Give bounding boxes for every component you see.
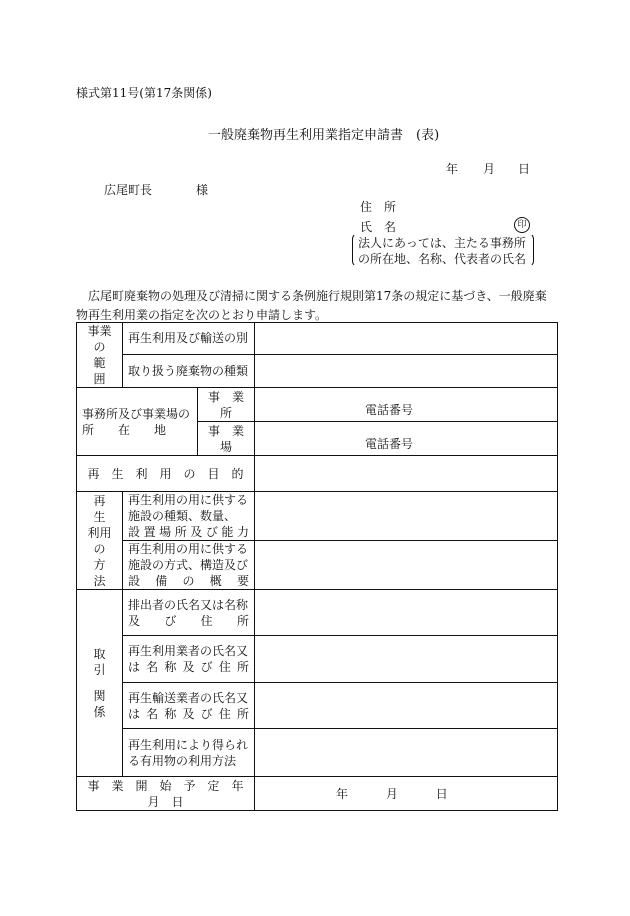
trade-row4-label: 再生利用により得られ る有用物の利用方法 [123, 729, 255, 777]
corporate-note-line2: の所在地、名称、代表者の氏名 [358, 252, 527, 266]
trade-row2-value[interactable] [255, 636, 558, 683]
seal-icon: 印 [514, 217, 530, 233]
application-paragraph: 広尾町廃棄物の処理及び清掃に関する条例施行規則第17条の規定に基づき、一般廃棄物再生利用業の指定を次のとおり申請します。 [76, 289, 547, 322]
office-row2-label: 事 業 場 [198, 422, 255, 456]
office-row2-value[interactable] [255, 422, 558, 456]
method-row2-label: 再生利用の用に供する 施設の方式、構造及び 設 備 の 概 要 [123, 541, 255, 590]
phone-label: 電話番号 [365, 402, 414, 417]
date-month-label: 月 [483, 162, 496, 176]
office-row1-value[interactable] [255, 388, 558, 422]
trade-row4-value[interactable] [255, 729, 558, 777]
method-row1-value[interactable] [255, 492, 558, 541]
trade-row1-label: 排出者の氏名又は名称 及 び 住 所 [123, 590, 255, 636]
address-label: 住 所 [360, 200, 397, 214]
office-header: 事務所及び事業場の 所 在 地 [77, 388, 198, 456]
method-row2-value[interactable] [255, 541, 558, 590]
application-table [76, 322, 558, 811]
method-header: 再 生 利用の 方 法 [77, 492, 123, 590]
date-day-label: 日 [518, 162, 531, 176]
scope-header: 事業の 範 囲 [77, 323, 123, 388]
addressee: 広尾町長 [104, 183, 153, 197]
trade-row1-value[interactable] [255, 590, 558, 636]
date-year-label: 年 [446, 162, 459, 176]
start-year: 年 [336, 786, 349, 801]
purpose-value[interactable] [255, 456, 558, 492]
scope-row1-label: 再生利用及び輸送の別 [123, 323, 255, 355]
phone-label: 電話番号 [365, 436, 414, 451]
start-month: 月 [385, 786, 398, 801]
addressee-suffix: 様 [196, 183, 209, 197]
method-row1-label: 再生利用の用に供する 施設の種類、数量、 設置場所及び能力 [123, 492, 255, 541]
name-label: 氏 名 [360, 220, 397, 234]
scope-row2-label: 取り扱う廃棄物の種類 [123, 354, 255, 387]
trade-row3-label: 再生輸送業者の氏名又 は名称及び住所 [123, 683, 255, 729]
office-row1-label: 事 業 所 [198, 388, 255, 422]
form-number: 様式第11号(第17条関係) [76, 86, 212, 100]
start-date-label: 事 業 開 始 予 定 年 月 日 [77, 777, 255, 811]
scope-row2-value[interactable] [255, 354, 558, 387]
corporate-note-line1: 法人にあっては、主たる事務所 [358, 236, 526, 250]
start-day: 日 [435, 786, 448, 801]
purpose-label: 再 生 利 用 の 目 的 [77, 456, 255, 492]
start-date-value[interactable] [255, 777, 558, 811]
scope-row1-value[interactable] [255, 323, 558, 355]
page-title: 一般廃棄物再生利用業指定申請書 (表) [208, 128, 440, 143]
trade-header: 取 引 関 係 [77, 590, 123, 777]
trade-row2-label: 再生利用業者の氏名又 は名称及び住所 [123, 636, 255, 683]
trade-row3-value[interactable] [255, 683, 558, 729]
